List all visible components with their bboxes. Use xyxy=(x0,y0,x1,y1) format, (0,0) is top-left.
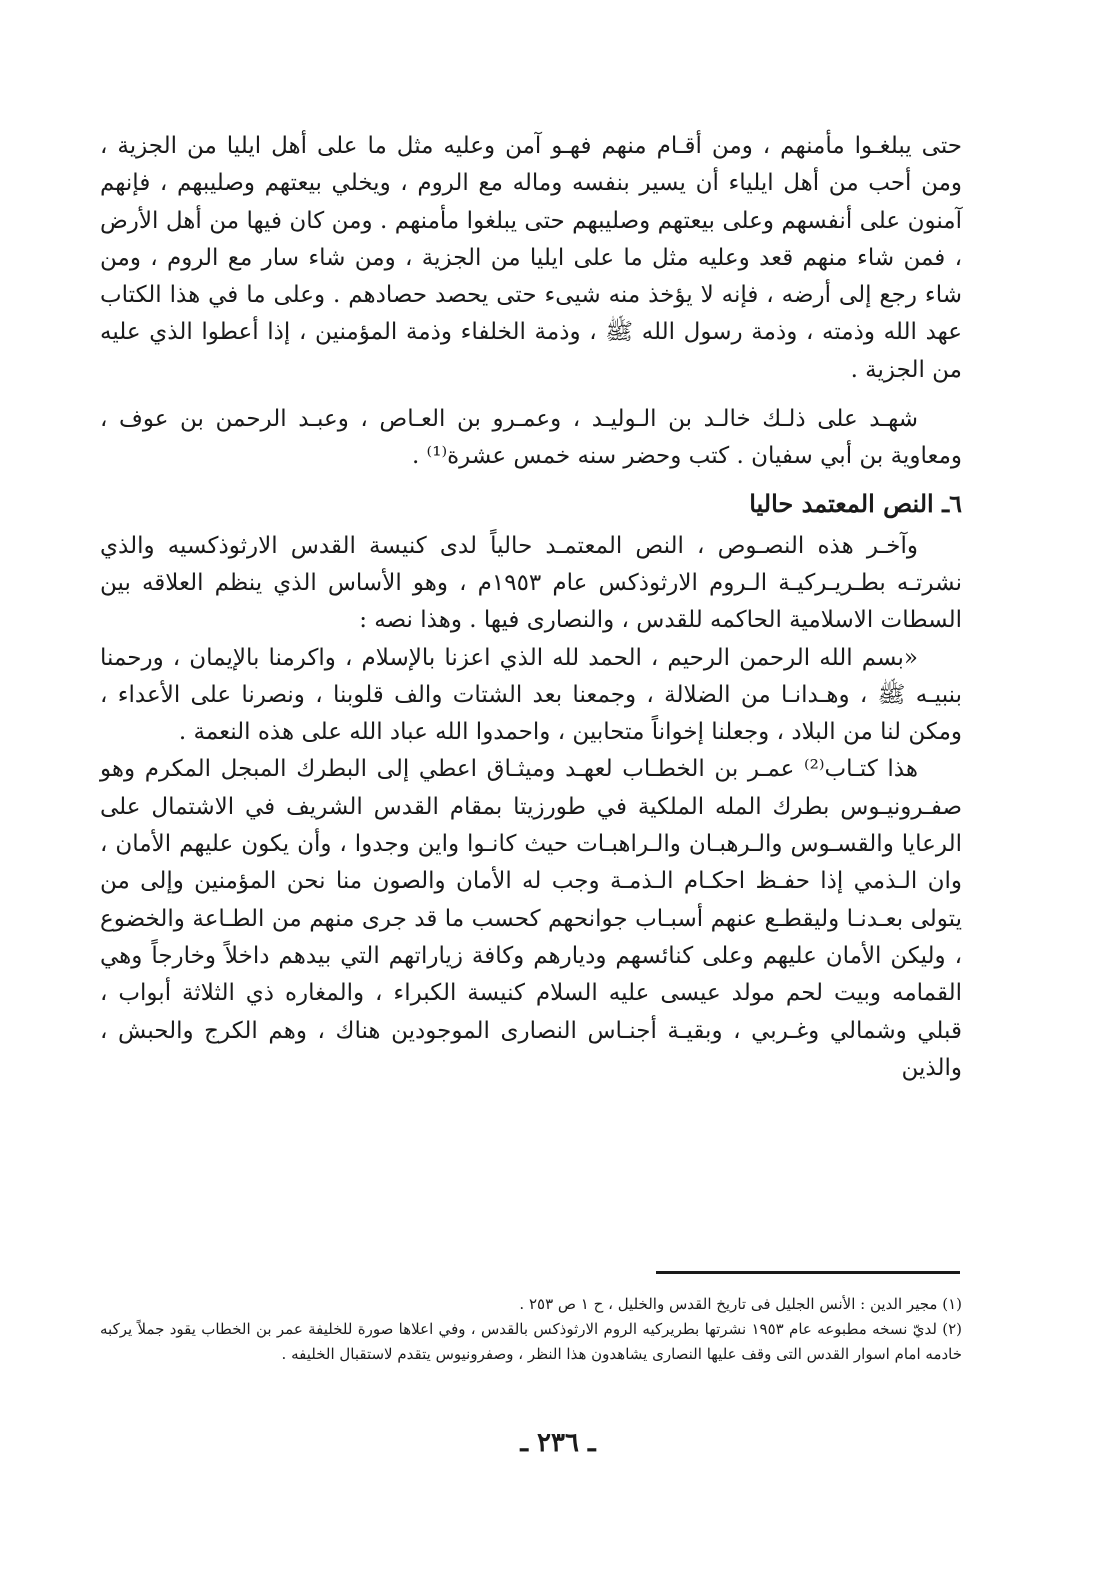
paragraph-bismillah-quote: «بسم الله الرحمن الرحيم ، الحمد لله الذي اعزنا بالإسلام ، واكرمنا بالإيمان ، ورحمنا بنبيـه ﷺ ، وهـدانـا من الضلالة ، وجمعنا بعد الشتات والف قلوبنا ، ونصرنا على الأعداء ، ومكن لنا من البلاد ، وجعلنا إخواناً متحابين ، واحمدوا الله عباد الله على هذه النعمة . xyxy=(100,644,962,746)
footnote-2: (٢) لديّ نسخه مطبوعه عام ١٩٥٣ نشرتها بطريركيه الروم الارثوذكس بالقدس ، وفي اعلاها صورة للخليفة عمر بن الخطاب يقود جملاً يركبه خادمه امام اسوار القدس التى وقف عليها النصارى يشاهدون هذا النظر ، وصفرونيوس يتقدم لاستقبال الخليفه . xyxy=(100,1320,962,1363)
footnote-1: (١) مجير الدين : الأنس الجليل فى تاريخ القدس والخليل ، ح ١ ص ٢٥٣ . xyxy=(519,1295,962,1313)
footnote-divider xyxy=(656,1271,960,1274)
footnotes xyxy=(100,1292,962,1367)
paragraph-treaty-continuation: حتى يبلغـوا مأمنهم ، ومن أقـام منهم فهـو آمن وعليه مثل ما على أهل ايليا من الجزية ، ومن أحب من أهل ايلياء أن يسير بنفسه وماله مع الروم ، ويخلي بيعتهم وصليبهم ، فإنهم آمنون على أنفسهم وعلى بيعتهم وصليبهم حتى يبلغوا مأمنهم . ومن كان فيها من أهل الأرض ، فمن شاء منهم قعد وعليه مثل ما على ايليا من الجزية ، ومن شاء سار مع الروم ، ومن شاء رجع إلى أرضه ، فإنه لا يؤخذ منه شيىء حتى يحصد حصادهم . وعلى ما في هذا الكتاب عهد الله وذمته ، وذمة رسول الله ﷺ ، وذمة الخلفاء وذمة المؤمنين ، إذا أعطوا الذي عليه من الجزية . xyxy=(100,133,962,383)
paragraph-witnesses: شهـد على ذلـك خالـد بن الـوليـد ، وعمـرو بن العـاص ، وعبـد الرحمن بن عوف ، ومعاوية بن أبي سفيان . كتب وحضر سنه خمس عشرة⁽¹⁾ . xyxy=(100,406,962,470)
section-heading: ٦ـ النص المعتمد حاليا xyxy=(749,488,962,518)
paragraph-covenant-text: هذا كتـاب⁽²⁾ عمـر بن الخطـاب لعهـد وميثـاق اعطي إلى البطرك المبجل المكرم وهو صفـرونيـوس بطرك المله الملكية في طورزيتا بمقام القدس الشريف في الاشتمال على الرعايا والقسـوس والـرهبـان والـراهبـات حيث كانـوا واين وجدوا ، وأن يكون عليهم الأمان ، وان الـذمي إذا حفـظ احكـام الـذمـة وجب له الأمان والصون منا نحن المؤمنين وإلى من يتولى بعـدنـا وليقطـع عنهم أسبـاب جوانحهم كحسب ما قد جرى منهم من الطـاعة والخضوع ، وليكن الأمان عليهم وعلى كنائسهم وديارهم وكافة زياراتهم التي بيدهم داخلاً وخارجاً وهي القمامه وبيت لحم مولد عيسى عليه السلام كنيسة الكبراء ، والمغاره ذي الثلاثة أبواب ، قبلي وشمالي وغـربي ، وبقيـة أجنـاس النصارى الموجودين هناك ، وهم الكرج والحبش ، والذين xyxy=(100,756,962,1081)
spacer xyxy=(100,389,962,401)
page-number: ـ ٢٣٦ ـ xyxy=(520,1428,596,1458)
main-text xyxy=(100,128,962,1087)
paragraph-current-text-intro: وآخـر هذه النصـوص ، النص المعتمـد حالياً لدى كنيسة القدس الارثوذكسيه والذي نشرتـه بطـريـركيـة الـروم الارثوذكس عام ١٩٥٣م ، وهو الأساس الذي ينظم العلاقه بين السطات الاسلامية الحاكمه للقدس ، والنصارى فيها . وهذا نصه : xyxy=(100,532,962,634)
